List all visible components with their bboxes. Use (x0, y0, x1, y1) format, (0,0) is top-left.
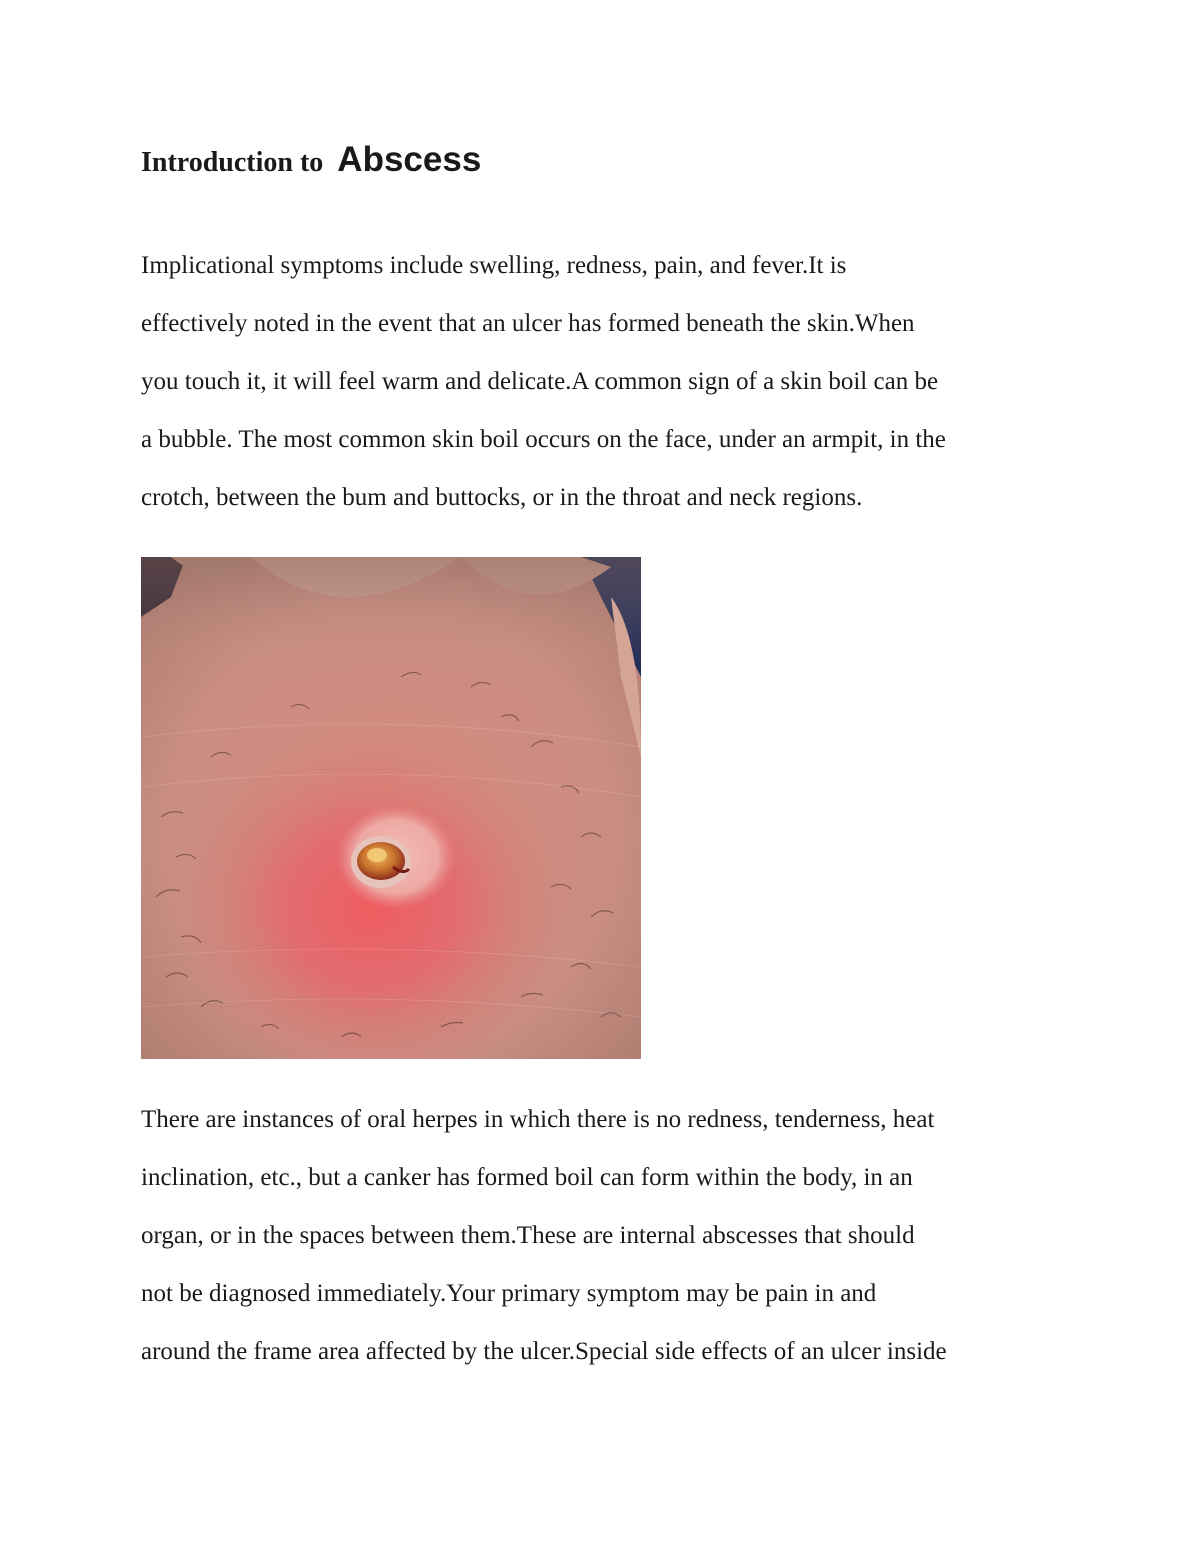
paragraph-line: a bubble. The most common skin boil occurs on the face, under an armpit, in the (141, 426, 946, 453)
paragraph-line: There are instances of oral herpes in which there is no redness, tenderness, heat (141, 1106, 935, 1133)
paragraph-line: around the frame area affected by the ulcer.Special side effects of an ulcer inside (141, 1338, 947, 1365)
paragraph-symptoms (141, 237, 1071, 527)
paragraph-line: crotch, between the bum and buttocks, or in the throat and neck regions. (141, 484, 863, 511)
title-main: Abscess (337, 140, 482, 179)
paragraph-line: organ, or in the spaces between them.These are internal abscesses that should (141, 1222, 915, 1249)
abscess-photo (141, 557, 641, 1059)
paragraph-line: effectively noted in the event that an ulcer has formed beneath the skin.When (141, 310, 915, 337)
paragraph-internal-abscess (141, 1091, 1071, 1381)
paragraph-line: Implicational symptoms include swelling, redness, pain, and fever.It is (141, 252, 847, 279)
paragraph-line: not be diagnosed immediately.Your primary symptom may be pain in and (141, 1280, 877, 1307)
title-intro: Introduction to (141, 147, 324, 178)
page-title (141, 140, 481, 180)
paragraph-line: inclination, etc., but a canker has formed boil can form within the body, in an (141, 1164, 913, 1191)
paragraph-line: you touch it, it will feel warm and delicate.A common sign of a skin boil can be (141, 368, 939, 395)
